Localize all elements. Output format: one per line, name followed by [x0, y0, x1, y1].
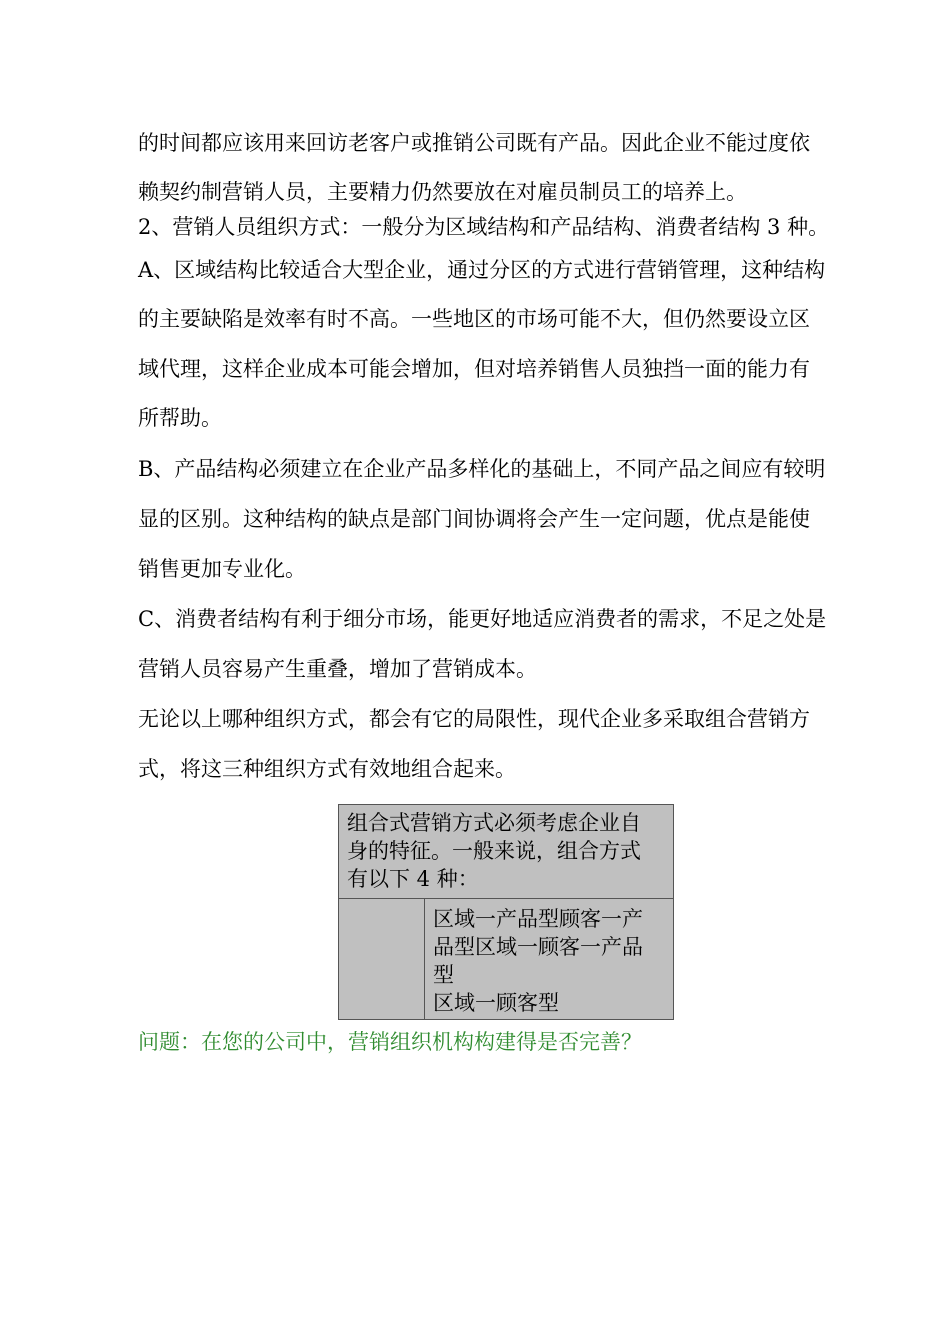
- table-content-cell: [425, 899, 673, 1019]
- table-content-line: 型: [433, 963, 454, 987]
- paragraph-line: B、产品结构必须建立在企业产品多样化的基础上，不同产品之间应有较明: [138, 457, 826, 481]
- paragraph-line: A、区域结构比较适合大型企业，通过分区的方式进行营销管理，这种结构: [138, 258, 826, 282]
- combination-table: [338, 804, 674, 1020]
- paragraph-line: 2、营销人员组织方式：一般分为区域结构和产品结构、消费者结构 3 种。: [138, 215, 830, 239]
- paragraph-line: 显的区别。这种结构的缺点是部门间协调将会产生一定问题，优点是能使: [138, 507, 810, 531]
- table-header-cell: [339, 805, 673, 899]
- paragraph-line: C、消费者结构有利于细分市场，能更好地适应消费者的需求，不足之处是: [138, 607, 827, 631]
- paragraph-line: 域代理，这样企业成本可能会增加，但对培养销售人员独挡一面的能力有: [138, 357, 810, 381]
- paragraph-line: 赖契约制营销人员，主要精力仍然要放在对雇员制员工的培养上。: [138, 180, 747, 204]
- paragraph-line: 无论以上哪种组织方式，都会有它的局限性，现代企业多采取组合营销方: [138, 707, 810, 731]
- paragraph-line: 式，将这三种组织方式有效地组合起来。: [138, 757, 516, 781]
- paragraph-line: 的主要缺陷是效率有时不高。一些地区的市场可能不大，但仍然要设立区: [138, 307, 810, 331]
- paragraph-line: 的时间都应该用来回访老客户或推销公司既有产品。因此企业不能过度依: [138, 131, 810, 155]
- table-content-line: 品型区域一顾客一产品: [433, 935, 643, 959]
- table-header-line: 组合式营销方式必须考虑企业自: [347, 811, 641, 835]
- question-text: 问题：在您的公司中，营销组织机构构建得是否完善？: [138, 1030, 642, 1054]
- table-header-line: 身的特征。一般来说，组合方式: [347, 839, 641, 863]
- paragraph-line: 营销人员容易产生重叠，增加了营销成本。: [138, 657, 537, 681]
- table-content-line: 区域一产品型顾客一产: [433, 907, 643, 931]
- paragraph-line: 销售更加专业化。: [138, 557, 306, 581]
- table-empty-cell: [339, 899, 425, 1019]
- paragraph-line: 所帮助。: [138, 406, 222, 430]
- table-content-line: 区域一顾客型: [433, 991, 559, 1015]
- table-header-line: 有以下 4 种：: [347, 867, 479, 891]
